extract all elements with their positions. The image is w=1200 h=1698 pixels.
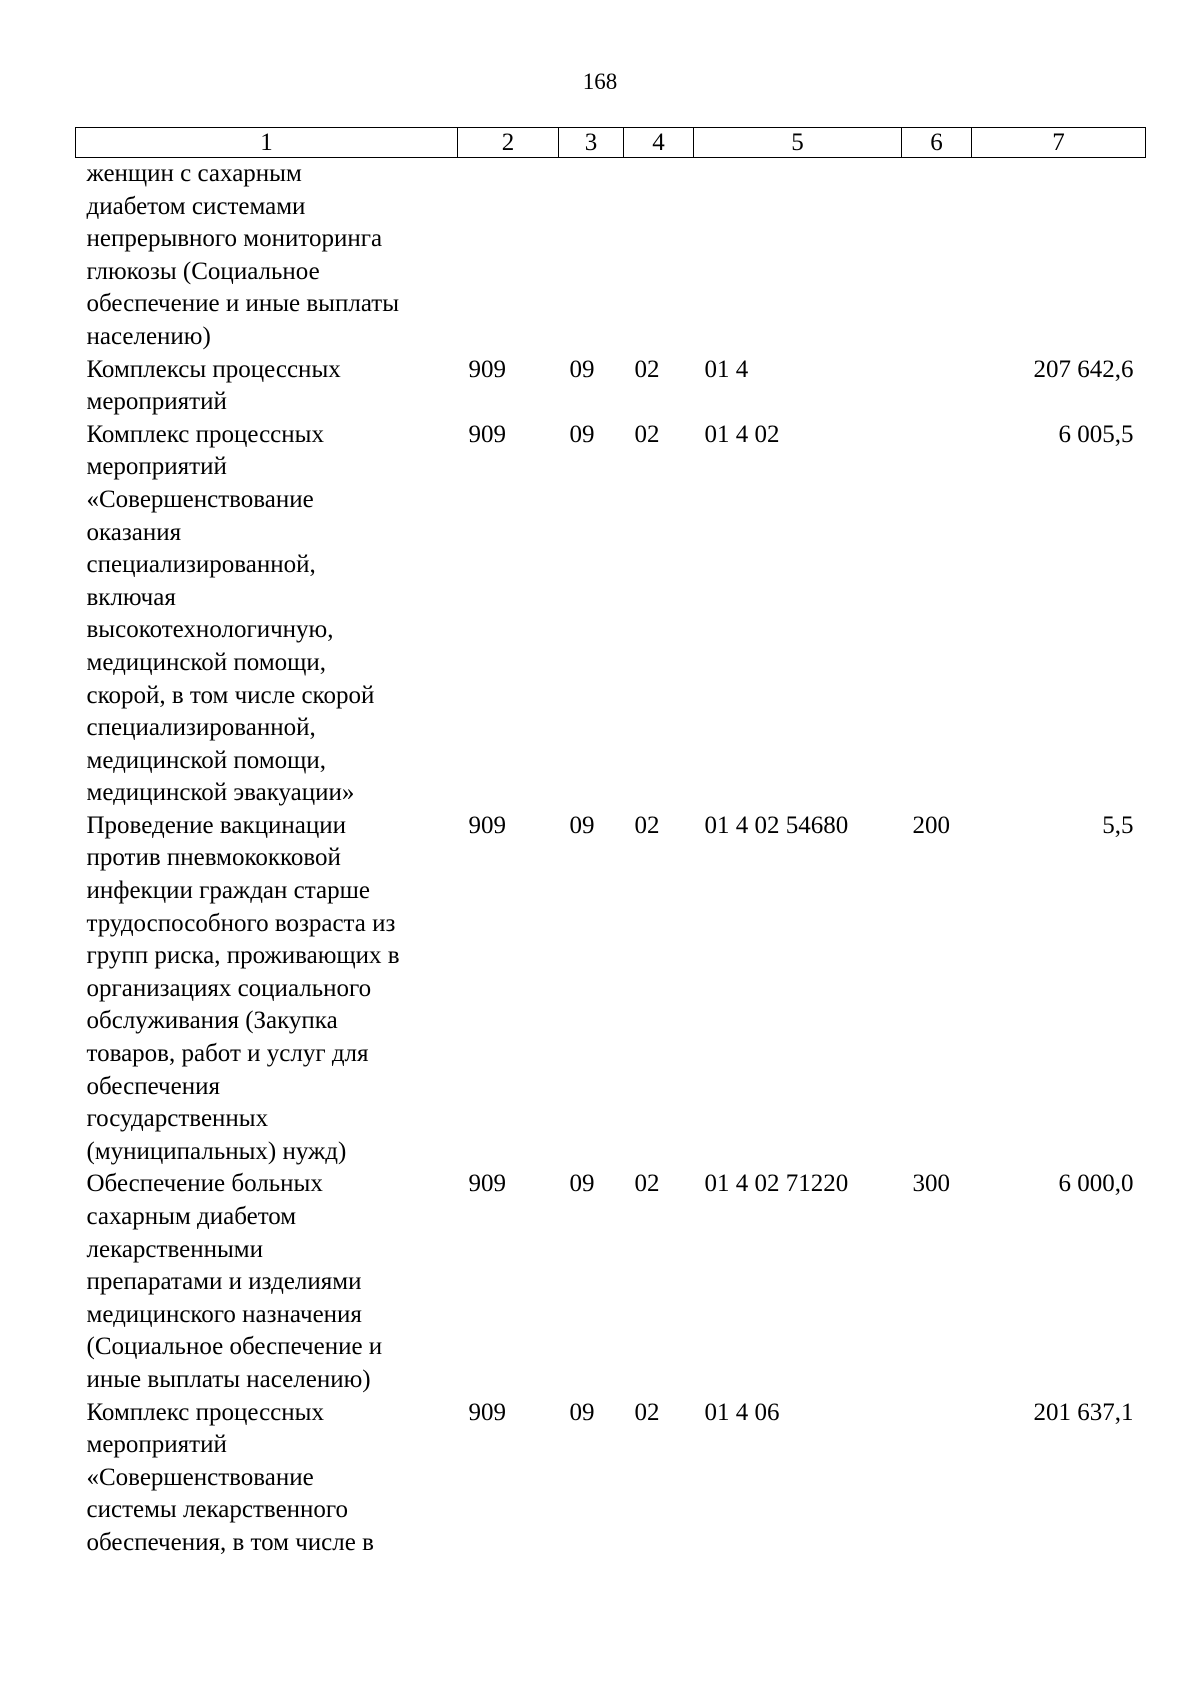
page-number: 168 — [582, 69, 618, 94]
row-name-cell — [76, 419, 458, 810]
table-row — [76, 419, 1146, 810]
row-name: Комплекс процессных мероприятий «Совершенствование системы лекарственного обеспечения, в том числе в — [86, 1398, 374, 1556]
row-name: Проведение вакцинации против пневмококковой инфекции граждан старше трудоспособного возраста из групп риска, проживающих в организациях социального обслуживания (Закупка товаров, работ и услуг для обеспечения государственных (муниципальных) нужд) — [86, 811, 400, 1165]
table-row — [76, 158, 1146, 354]
row-col-3: 09 — [569, 355, 595, 383]
row-col-2: 909 — [468, 1398, 506, 1426]
row-col-3: 09 — [569, 811, 595, 839]
row-name: женщин с сахарным диабетом системами непрерывного мониторинга глюкозы (Социальное обеспечение и иные выплаты населению) — [86, 160, 399, 350]
row-col-5: 01 4 02 54680 — [704, 811, 849, 839]
row-col-2: 909 — [468, 420, 506, 448]
row-col-4: 02 — [634, 420, 660, 448]
row-name: Комплексы процессных мероприятий — [86, 355, 341, 416]
row-col-2 — [458, 158, 559, 354]
row-name-cell — [76, 158, 458, 354]
row-amount: 5,5 — [1102, 811, 1134, 839]
row-col-6 — [902, 158, 972, 354]
row-name: Обеспечение больных сахарным диабетом лекарственными препаратами и изделиями медицинского назначения (Социальное обеспечение и иные выплаты населению) — [86, 1170, 383, 1393]
budget-table — [75, 127, 1146, 1560]
row-name-cell — [76, 354, 458, 419]
row-col-4: 02 — [634, 355, 660, 383]
row-col-3: 09 — [569, 1398, 595, 1426]
table-row — [76, 810, 1146, 1169]
table-row — [76, 1397, 1146, 1560]
row-col-2: 909 — [468, 1170, 506, 1198]
row-col-2: 909 — [468, 355, 506, 383]
row-amount: 201 637,1 — [1033, 1398, 1134, 1426]
row-amount: 6 000,0 — [1058, 1170, 1134, 1198]
row-name: Комплекс процессных мероприятий «Совершенствование оказания специализированной, включая высокотехнологичную, медицинской помощи, скорой, в том числе скорой специализированной, медицинской помощи, медицинской эвакуации» — [86, 420, 375, 807]
header-col-4: 4 — [624, 128, 694, 158]
row-col-5: 01 4 02 71220 — [704, 1170, 849, 1198]
header-col-5: 5 — [694, 128, 902, 158]
row-col-3: 09 — [569, 420, 595, 448]
row-amount: 6 005,5 — [1058, 420, 1134, 448]
header-col-3: 3 — [559, 128, 624, 158]
header-row — [76, 128, 1146, 158]
header-col-2: 2 — [458, 128, 559, 158]
table-row — [76, 354, 1146, 419]
table-row — [76, 1168, 1146, 1396]
row-amount — [972, 158, 1146, 354]
row-col-6: 200 — [912, 811, 950, 839]
row-col-3 — [559, 158, 624, 354]
row-name-cell — [76, 810, 458, 1169]
header-col-7: 7 — [972, 128, 1146, 158]
row-col-5 — [694, 158, 902, 354]
row-col-4: 02 — [634, 811, 660, 839]
row-name-cell — [76, 1397, 458, 1560]
row-col-6 — [902, 354, 972, 419]
row-col-2: 909 — [468, 811, 506, 839]
row-col-6 — [902, 419, 972, 810]
row-col-4 — [624, 158, 694, 354]
row-amount: 207 642,6 — [1033, 355, 1134, 383]
row-col-6: 300 — [912, 1170, 950, 1198]
row-col-4: 02 — [634, 1398, 660, 1426]
row-col-4: 02 — [634, 1170, 660, 1198]
row-name-cell — [76, 1168, 458, 1396]
row-col-5: 01 4 02 — [704, 420, 780, 448]
header-col-1: 1 — [76, 128, 458, 158]
header-col-6: 6 — [902, 128, 972, 158]
row-col-5: 01 4 — [704, 355, 749, 383]
row-col-3: 09 — [569, 1170, 595, 1198]
row-col-6 — [902, 1397, 972, 1560]
row-col-5: 01 4 06 — [704, 1398, 780, 1426]
